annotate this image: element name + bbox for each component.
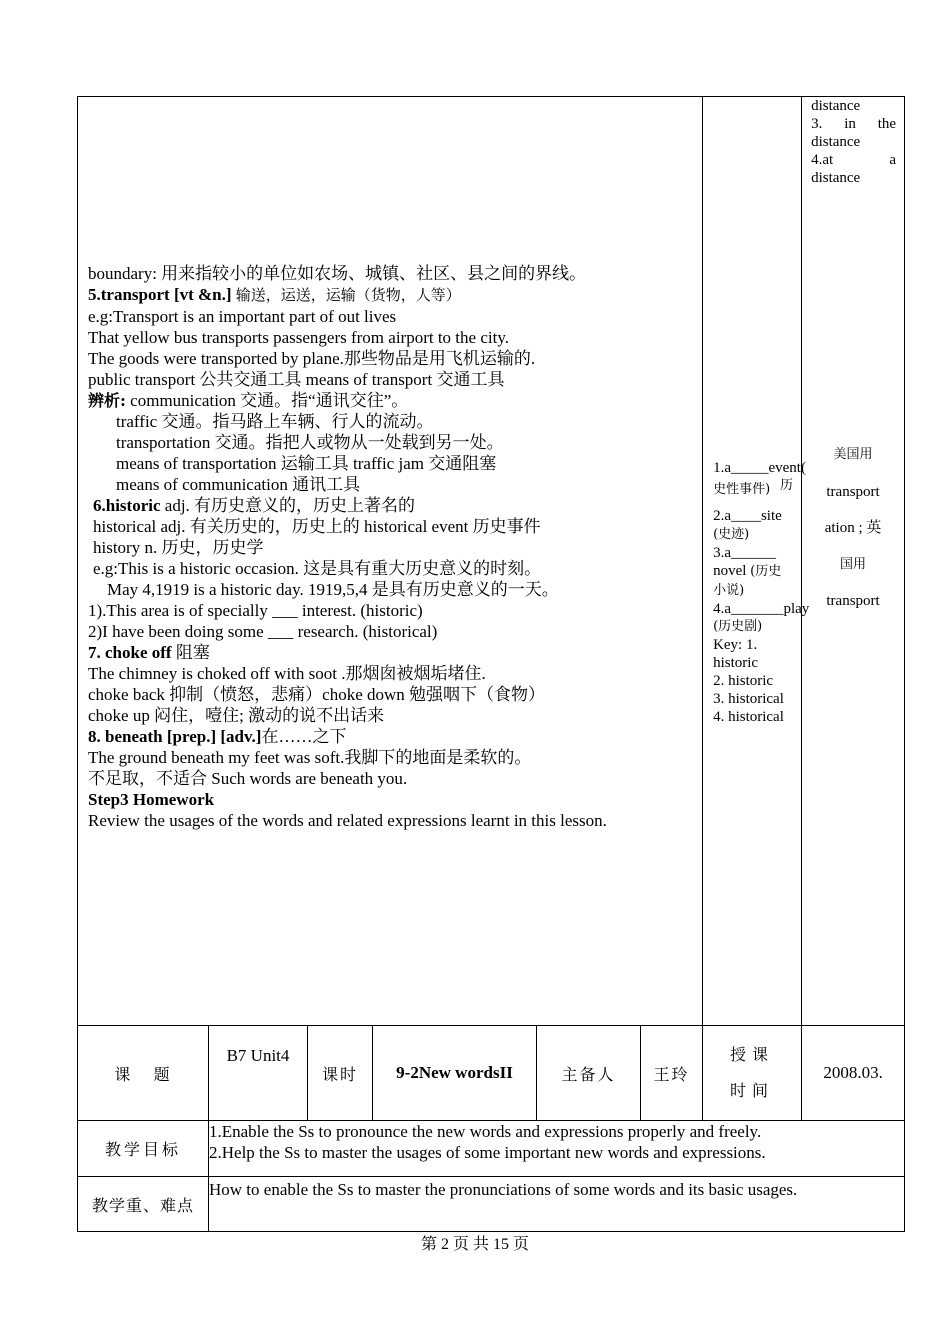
line: 国用 (840, 556, 867, 572)
line: choke back 抑制（愤怒，悲痛）choke down 勉强咽下（食物） (88, 685, 546, 704)
line (88, 263, 692, 284)
goals-text (209, 1121, 905, 1177)
line: 史性事件) (713, 482, 771, 497)
goals-label: 教学目标 (78, 1121, 209, 1177)
line: e.g:This is a historic occasion. 这是具有重大历史意义的时刻。 (93, 559, 542, 578)
preparer-label: 主备人 (537, 1026, 641, 1121)
line: history n. 历史，历史学 (93, 538, 264, 557)
text: (史迹) (713, 527, 750, 542)
line: 3.a______ (713, 545, 776, 561)
line: transportation 交通。指把人或物从一处载到另一处。 (116, 433, 504, 452)
line: 3. in the distance (811, 116, 897, 150)
line: transport (826, 593, 880, 609)
homework-text: Review the usages of the words and related expressions learnt in this lesson. (88, 811, 607, 830)
text: 1.a_____event( (713, 460, 806, 476)
time-value: 2008.03. (802, 1026, 905, 1121)
line: means of transportation 运输工具 traffic jam 交通阻塞 (116, 454, 497, 473)
text: 在……之下 (261, 727, 347, 746)
line: (历史剧) (713, 619, 763, 634)
preparer-value: 王玲 (641, 1026, 703, 1121)
line: transport (826, 483, 880, 500)
heading-historic (88, 495, 692, 516)
lesson-plan-table (77, 96, 905, 1232)
exercise-block (713, 459, 810, 726)
heading-choke-off (88, 642, 692, 663)
line: May 4,1919 is a historic day. 1919,5,4 是具有历史意义的一天。 (107, 580, 559, 599)
time-label-line: 授课 (730, 1045, 775, 1064)
line: choke up 闷住，噎住; 激动的说不出话来 (88, 706, 385, 725)
topic-label: 课 题 (78, 1026, 209, 1121)
line: The ground beneath my feet was soft.我脚下的地面是柔软的。 (88, 748, 532, 767)
line (88, 390, 692, 411)
text: communication 交通。指“通讯交往”。 (130, 391, 409, 410)
line: That yellow bus transports passengers from airport to the city. (88, 328, 509, 347)
topic-value: B7 Unit4 (209, 1026, 308, 1121)
key-points-label: 教学重、难点 (78, 1177, 209, 1232)
line: 1.Enable the Ss to pronounce the new words and expressions properly and freely. (209, 1122, 762, 1141)
period-value: 9-2New wordsII (373, 1026, 537, 1121)
heading-transport (88, 284, 692, 306)
line: means of communication 通讯工具 (116, 475, 361, 494)
key-points-text: How to enable the Ss to master the pronunciations of some words and its basic usages. (209, 1177, 905, 1232)
text: 2.a____site (713, 508, 782, 524)
page-footer: 第 2 页 共 15 页 (420, 1236, 529, 1253)
exercise-q2 (713, 507, 793, 544)
line: public transport 公共交通工具 means of transport 交通工具 (88, 370, 505, 389)
line: 2)I have been doing some ___ research. (historical) (88, 622, 438, 641)
heading-homework: Step3 Homework (88, 790, 215, 809)
main-content-cell (78, 97, 703, 1026)
time-label-line: 时间 (730, 1081, 775, 1100)
line: e.g:Transport is an important part of out lives (88, 307, 397, 326)
period-label: 课时 (308, 1026, 373, 1121)
line: 4.at a distance (811, 152, 897, 186)
text: adj. 有历史意义的，历史上著名的 (164, 496, 416, 515)
text: 7. choke off (88, 643, 172, 662)
text: (历史小说) (713, 564, 782, 598)
line: Key: 1. historic (713, 637, 759, 671)
key-points-row (78, 1177, 905, 1232)
info-row (78, 1026, 905, 1121)
side-notes-cell (802, 97, 905, 1026)
line: 不足取，不适合 Such words are beneath you. (88, 769, 408, 788)
line: 1).This area is of specially ___ interest. (historic) (88, 601, 423, 620)
text: novel (713, 563, 747, 579)
text: 辨析: (88, 391, 126, 410)
line: 4.a_______play (713, 601, 810, 617)
line: distance (811, 98, 861, 114)
text: 5.transport [vt &n.] (88, 285, 232, 304)
heading-beneath (88, 726, 692, 747)
text: 输送，运送，运输（货物，人等） (235, 286, 461, 304)
line: 3. historical (713, 691, 784, 707)
text: 6.historic (93, 496, 161, 515)
line: ation ; 英 (824, 520, 882, 536)
line: traffic 交通。指马路上车辆、行人的流动。 (116, 412, 434, 431)
text: boundary: 用来指较小的单位如农场、城镇、社区、县之间的界线。 (88, 264, 587, 283)
text: 阻塞 (175, 643, 210, 662)
line: 4. historical (713, 709, 784, 725)
goals-row (78, 1121, 905, 1177)
exercise-q3 (713, 562, 793, 600)
line: The chimney is choked off with soot .那烟囱被烟垢堵住. (88, 664, 486, 683)
line: historical adj. 有关历史的，历史上的 historical event 历史事件 (93, 517, 541, 536)
line: 2. historic (713, 673, 774, 689)
side-notes-mid (806, 437, 900, 620)
exercise-cell (703, 97, 810, 1026)
text: 8. beneath [prep.] [adv.] (88, 727, 262, 746)
line: The goods were transported by plane.那些物品是用飞机运输的. (88, 349, 536, 368)
side-notes-top (811, 97, 896, 187)
main-content (88, 263, 692, 831)
line: 2.Help the Ss to master the usages of some important new words and expressions. (209, 1143, 766, 1162)
text: 历 (780, 478, 794, 493)
line: 美国用 (833, 447, 873, 462)
time-label (703, 1026, 802, 1121)
